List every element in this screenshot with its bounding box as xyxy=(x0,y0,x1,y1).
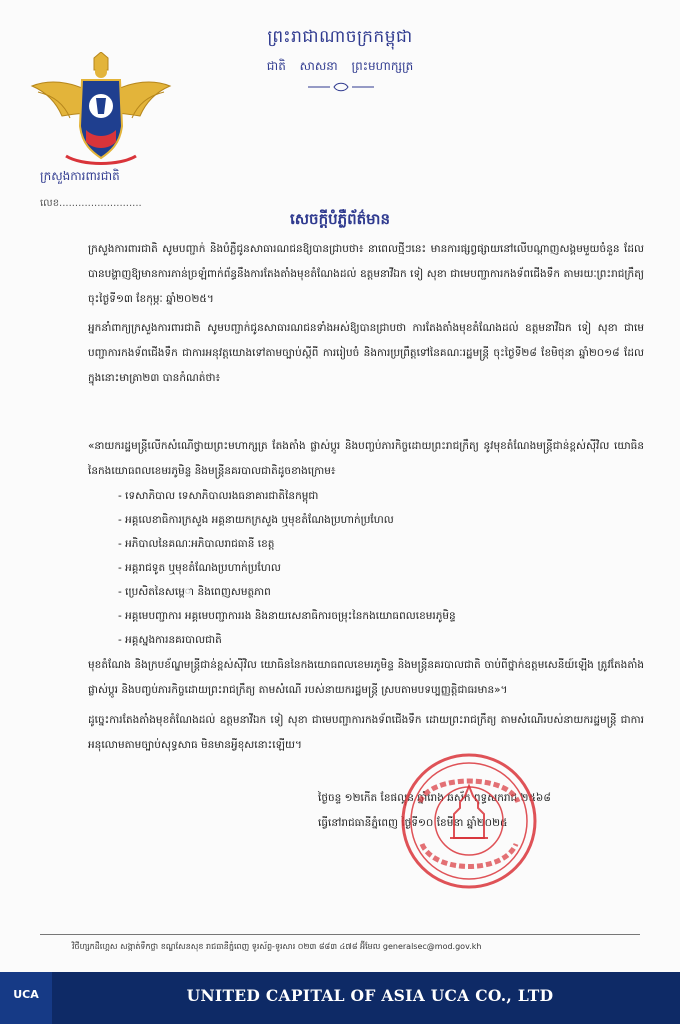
ministry-name: ក្រសួងការពារជាតិ xyxy=(40,169,120,183)
list-item: - ទេសាភិបាល ទេសាភិបាលរងធនាគារជាតិនៃកម្ពុជា xyxy=(118,490,319,502)
list-item: - អគ្គស្នងការនគរបាលជាតិ xyxy=(118,634,222,646)
uca-logo xyxy=(0,972,52,1024)
official-seal-icon xyxy=(400,752,538,890)
issue-date: ធ្វើនៅរាជធានីភ្នំពេញ ថ្ងៃទី១០ ខែមីនា ឆ្នាំ២០២៥ xyxy=(318,817,508,829)
company-name: UNITED CAPITAL OF ASIA UCA CO., LTD xyxy=(186,986,554,1005)
quoted-article: «នាយករដ្ឋមន្ត្រីលើកសំណើថ្វាយព្រះមហាក្សត្រ តែងតាំង ផ្លាស់ប្តូរ និងបញ្ចប់ភារកិច្ចដោយព្រះរាជក្រឹត្យ នូវមុខតំណែងមន្ត្រីជាន់ខ្ពស់ស៊ីវិល យោធិន នៃកងយោធពលខេមរភូមិន្ទ និងមន្ត្រីនគរបាលជាតិដូចខាងក្រោម៖ xyxy=(88,440,644,477)
ministry-emblem-icon xyxy=(30,52,172,170)
ornament-divider-icon xyxy=(306,82,376,92)
lunar-date: ថ្ងៃចន្ទ ១២កើត ខែផល្គុន ឆ្នាំរោង ឆស័ក ពុទ្ធសករាជ ២៥៦៨ xyxy=(318,792,551,804)
list-item: - ប្រេសិតនៃសមេ្ពា និងពេញសមត្ថភាព xyxy=(118,586,271,598)
logo-text: UCA xyxy=(13,988,39,1001)
body-paragraph: មុខតំណែង និងក្របខ័ណ្ឌមន្ត្រីជាន់ខ្ពស់ស៊ីវិល យោធិននៃកងយោធពលខេមរភូមិន្ទ និងមន្ត្រីនគរបាលជាតិ ចាប់ពីថ្នាក់ឧត្តមសេនីយ៍ឡើង ត្រូវតែងតាំង ផ្លាស់ប្តូរ និងបញ្ចប់ភារកិច្ចដោយព្រះរាជក្រឹត្យ តាមសំណើ របស់នាយករដ្ឋមន្ត្រី ស្របតាមបទប្បញ្ញត្តិជាធរមាន»។ xyxy=(88,659,644,696)
list-item: - អគ្គមេបញ្ជាការ អគ្គមេបញ្ជាការរង និងនាយសេនាធិការចម្រុះនៃកងយោធពលខេមរភូមិន្ទ xyxy=(118,610,456,622)
kingdom-heading: ព្រះរាជាណាចក្រកម្ពុជា xyxy=(267,27,413,47)
list-item: - អភិបាលនៃគណៈអភិបាលរាជធានី ខេត្ត xyxy=(118,538,275,550)
national-motto: ជាតិ សាសនា ព្រះមហាក្សត្រ xyxy=(266,59,414,73)
list-item: - អគ្គរាជទូត ឬមុខតំណែងប្រហាក់ប្រហែល xyxy=(118,562,281,574)
footer-address: វិថីហ្សកដឺហ្គេស សង្កាត់ទឹកថ្លា ខណ្ឌសែនសុខ រាជធានីភ្នំពេញ ទូរស័ព្ទ-ទូរសារ ០២៣ ៨៨៣ ៤៧៨ អ៊ីមែល generalsec@mod.gov.kh xyxy=(72,942,482,951)
document-title: សេចក្តីបំភ្លឺព័ត៌មាន xyxy=(290,210,390,228)
body-paragraph: អ្នកនាំពាក្យក្រសួងការពារជាតិ សូមបញ្ជាក់ជូនសាធារណជនទាំងអស់ឱ្យបានជ្រាបថា ការតែងតាំងមុខតំណែងដល់ ឧត្តមនាវីឯក ទៀ សុខា ជាមេបញ្ជាការកងទ័ពជើងទឹក ជាការអនុវត្តយោងទៅតាមច្បាប់ស្តីពី ការរៀបចំ និងការប្រព្រឹត្តទៅនៃគណៈរដ្ឋមន្ត្រី ចុះថ្ងៃទី២៨ ខែមិថុនា ឆ្នាំ២០១៨ ដែលក្នុងនោះមាត្រា២៣ បានកំណត់ថា៖ xyxy=(88,322,644,384)
position-list xyxy=(118,484,618,652)
list-item: - អគ្គលេខាធិការក្រសួង អគ្គនាយកក្រសួង ឬមុខតំណែងប្រហាក់ប្រហែល xyxy=(118,514,394,526)
footer-divider xyxy=(40,934,640,935)
conclusion-paragraph: ដូច្នេះការតែងតាំងមុខតំណែងដល់ ឧត្តមនាវីឯក ទៀ សុខា ជាមេបញ្ជាការកងទ័ពជើងទឹក ដោយព្រះរាជក្រឹត្យ តាមសំណើរបស់នាយករដ្ឋមន្ត្រី ជាការអនុលោមតាមច្បាប់សុទ្ធសាធ មិនមានអ្វីខុសនោះឡើយ។ xyxy=(88,714,644,751)
reference-number-label: លេខ.......................... xyxy=(40,198,142,209)
body-paragraph: ក្រសួងការពារជាតិ សូមបញ្ជាក់ និងបំភ្លឺជូនសាធារណជនឱ្យបានជ្រាបថា៖ នាពេលថ្មីៗនេះ មានការផ្សព្វផ្សាយនៅលើបណ្តាញសង្គមមួយចំនួន ដែលបានបង្ហាញឱ្យមានការភាន់ច្រឡំពាក់ព័ន្ធនឹងការតែងតាំងមុខតំណែងដល់ ឧត្តមនាវីឯក ទៀ សុខា ជាមេបញ្ជាការកងទ័ពជើងទឹក តាមរយៈព្រះរាជក្រឹត្យ ចុះថ្ងៃទី១៣ ខែកុម្ភៈ ឆ្នាំ២០២៥។ xyxy=(88,243,644,305)
